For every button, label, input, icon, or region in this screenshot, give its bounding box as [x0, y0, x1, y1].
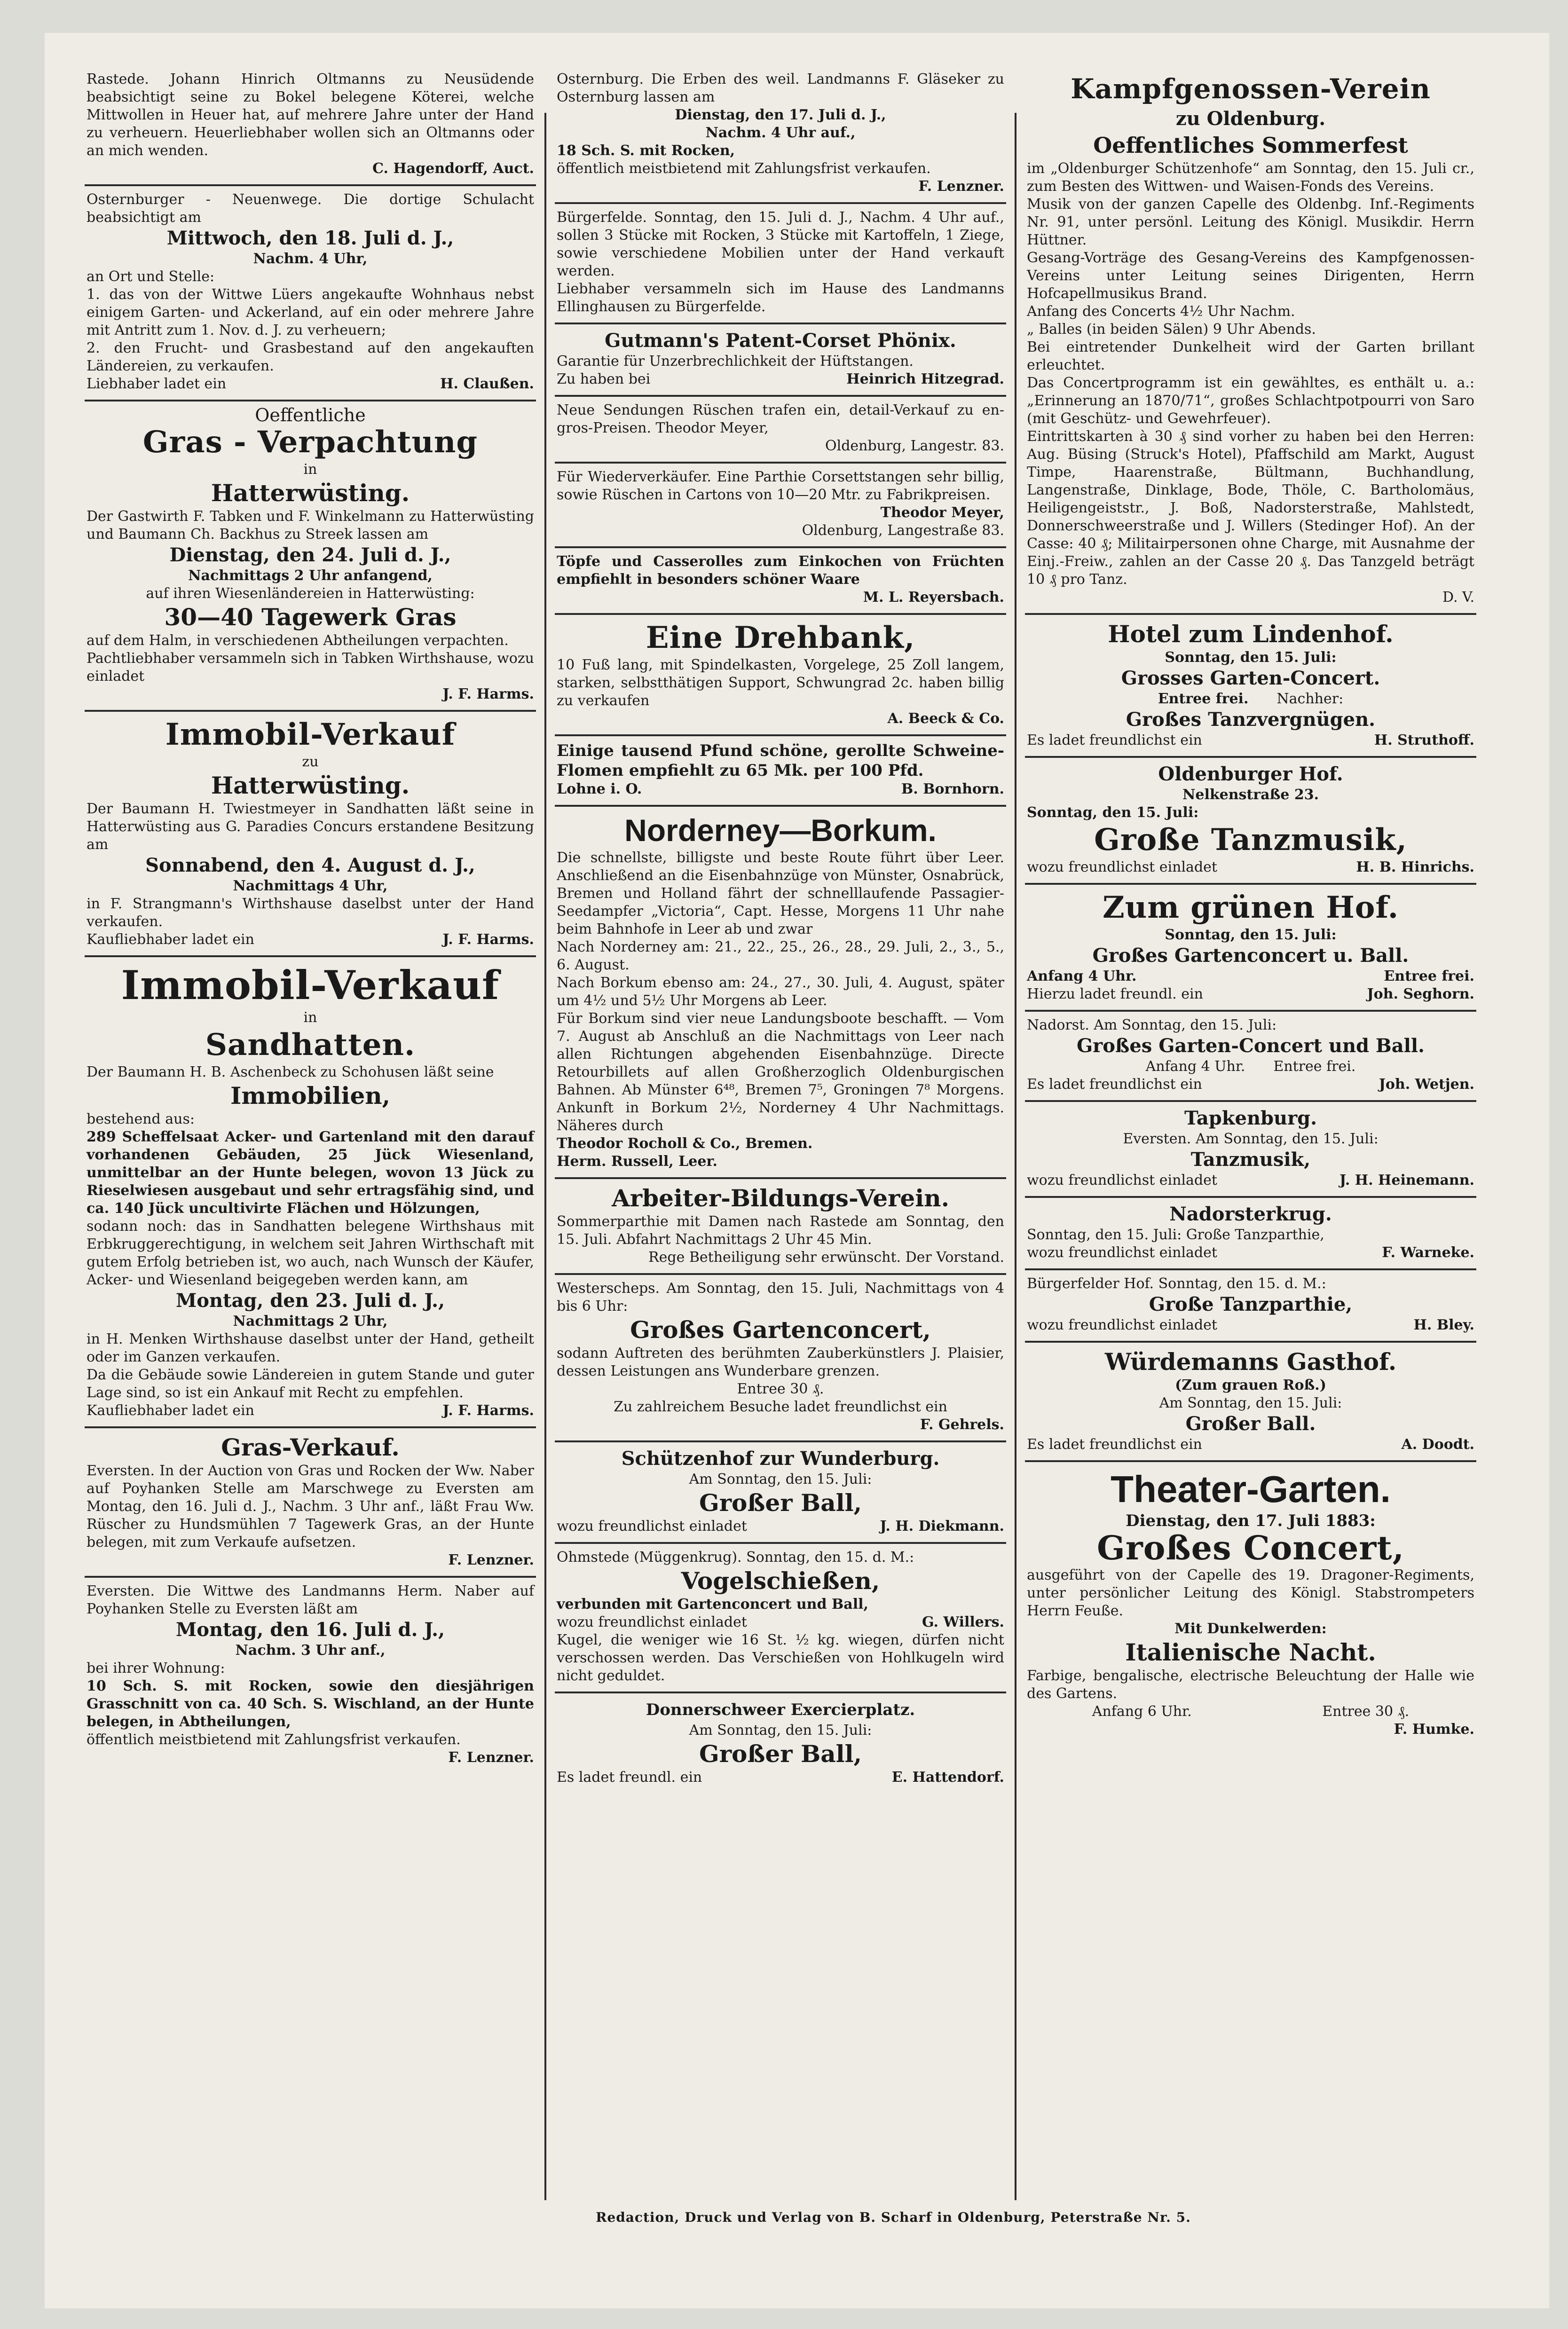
- ad-signature: Es ladet freundlichst ein Joh. Wetjen.: [1027, 1076, 1474, 1093]
- ad-time: Nachmittags 2 Uhr anfangend,: [188, 567, 433, 584]
- ad-headline: 30—40 Tagewerk Gras: [164, 603, 457, 631]
- ad-info-line: Anfang 4 Uhr. Entree frei.: [1027, 968, 1474, 984]
- ad-signature: wozu freundlichst einladet H. Bley.: [1027, 1317, 1474, 1333]
- ad-text: Nadorst. Am Sonntag, den 15. Juli:: [1027, 1017, 1277, 1033]
- ad-date: Dienstag, den 17. Juli d. J.,: [675, 107, 886, 123]
- ad-gruener-hof: [1025, 885, 1476, 1012]
- ad-signature: F. Lenzner.: [448, 1749, 534, 1766]
- ad-gras-verkauf: [85, 1428, 536, 1578]
- ad-text: Die schnellste, billigste und beste Route führt über Leer. Anschließend an die Eisenbahnzüge von Münster, Osnabrück, Bremen und Holland fährt der schnelllaufende Passagier-Seedampfer „Victoria“, Capt. Hesse, Morgens 11 Uhr nahe beim Bahnhofe in Leer ab und zwar: [557, 850, 1004, 937]
- ad-subtitle: Italienische Nacht.: [1125, 1638, 1376, 1666]
- ad-title: Norderney—Borkum.: [624, 813, 937, 848]
- ad-subtitle: zu Oldenburg.: [1175, 108, 1326, 130]
- ad-immobil-hatterwuesting: [85, 712, 536, 957]
- ad-text: Pachtliebhaber versammeln sich in Tabken Wirthshause, wozu einladet: [87, 650, 534, 685]
- ad-subtitle: Großer Ball.: [1185, 1413, 1316, 1435]
- ad-immobil-sandhatten: [85, 957, 536, 1428]
- ad-text: 289 Scheffelsaat Acker- und Gartenland mit den darauf vorhandenen Gebäuden, 25 Jück Wiesenland, unmittelbar an der Hunte belegen, wovon 13 Jück zu Rieselwiesen ausgebaut und sehr ertragsfähig sind, und ca. 140 Jück uncultivirte Flächen und Hölzungen,: [87, 1129, 534, 1217]
- ad-buergerfelder-hof: [1025, 1270, 1476, 1343]
- ad-title: Eine Drehbank,: [646, 620, 915, 655]
- ad-rueschen: [555, 397, 1006, 464]
- ad-signature: C. Hagendorff, Auct.: [372, 160, 534, 177]
- ad-theater-garten: [1025, 1462, 1476, 1745]
- ad-gras-verpachtung: [85, 401, 536, 712]
- ad-text: Anfang des Concerts 4½ Uhr Nachm.: [1027, 303, 1295, 320]
- ad-signature: M. L. Reyersbach.: [863, 589, 1004, 606]
- ad-text: Bürgerfelder Hof. Sonntag, den 15. d. M.:: [1027, 1275, 1326, 1292]
- ad-norderney-borkum: [555, 807, 1006, 1179]
- ad-signature: F. Gehrels.: [920, 1416, 1004, 1433]
- ad-signature: wozu freundlichst einladet G. Willers.: [557, 1614, 1004, 1630]
- ad-date: Am Sonntag, den 15. Juli:: [689, 1722, 872, 1739]
- ad-subtitle: Immobilien,: [230, 1082, 391, 1109]
- ad-text: Eintrittskarten à 30 ₰ sind vorher zu haben bei den Herren: Aug. Büsing (Struck's Hotel), Pfaffschild am Markt, August Timpe, Haarenstraße, Bültmann, Buchhandlung, Langenstraße, Dinklage, Bode, Thöle, C. Bartholomäus, Heiligengeiststr., J. Boß, Nadorsterstraße, Mahlstedt, Donnerschweerstraße und J. Willers (Stedinger Hof). An der Casse: 40 ₰; Militairpersonen ohne Charge, mit Ausnahme der Einj.-Freiw., zahlen an der Casse 20 ₰. Das Tanzgeld beträgt 10 ₰ pro Tanz.: [1027, 428, 1474, 588]
- ad-nadorsterkrug: [1025, 1198, 1476, 1270]
- ad-title: Nadorsterkrug.: [1169, 1203, 1332, 1225]
- ad-text: Für Borkum sind vier neue Landungsboote beschafft. — Vom 7. August ab Anschluß an die Nachmittags von Leer nach allen Richtungen abgehenden Eisenbahnzüge. Directe Retourbillets auf allen Großherzoglich Oldenburgischen Bahnen. Ab Münster 6⁴⁸, Bremen 7⁵, Groningen 7⁸ Morgens. Ankunft in Borkum 2½, Norderney 4 Uhr Nachmittags. Näheres durch: [557, 1010, 1004, 1134]
- ad-osternburger-neuenwege: [85, 186, 536, 401]
- ad-title: Zum grünen Hof.: [1103, 890, 1399, 925]
- ad-text: Für Wiederverkäufer. Eine Parthie Corsettstangen sehr billig, sowie Rüschen in Cartons von 10—20 Mtr. zu Fabrikpreisen.: [557, 469, 1004, 503]
- ad-signature: F. Humke.: [1394, 1721, 1474, 1738]
- ad-text: Sommerparthie mit Damen nach Rastede am Sonntag, den 15. Juli. Abfahrt Nachmittags 2 Uhr 45 Min.: [557, 1213, 1004, 1248]
- ad-wiederverkaeufer: [555, 464, 1006, 548]
- ad-title: Kampfgenossen-Verein: [1071, 73, 1431, 105]
- ad-text: sodann noch: das in Sandhatten belegene Wirthshaus mit Erbkruggerechtigung, in welchem seit Jahren Wirthschaft mit gutem Erfolg betrieben ist, wo auch, nach Wunsch der Käufer, Acker- und Wiesenland beigegeben werden kann, am: [87, 1218, 534, 1288]
- ad-subtitle: Großes Gartenconcert u. Ball.: [1092, 944, 1409, 967]
- ad-title: Großes Gartenconcert,: [630, 1316, 931, 1344]
- ad-signature: wozu freundlichst einladet H. B. Hinrichs.: [1027, 859, 1474, 875]
- ad-signature: Theodor Rocholl & Co., Bremen.: [557, 1135, 813, 1152]
- ad-subtitle: Oeffentliches Sommerfest: [1093, 133, 1408, 158]
- imprint-footer: Redaction, Druck und Verlag von B. Scharf in Oldenburg, Peterstraße Nr. 5.: [596, 2210, 1191, 2225]
- ad-title: Immobil-Verkauf: [121, 962, 500, 1008]
- ad-text: bei ihrer Wohnung:: [87, 1660, 225, 1676]
- ad-title: Würdemanns Gasthof.: [1104, 1348, 1397, 1376]
- column-3: [1025, 66, 1476, 2191]
- ad-subtitle: Großer Ball,: [699, 1489, 862, 1517]
- ad-osternburg: [555, 66, 1006, 204]
- ad-date: Sonntag, den 15. Juli:: [1165, 649, 1337, 666]
- ad-date: Sonntag, den 15. Juli:: [1165, 927, 1337, 943]
- ad-text: an Ort und Stelle:: [87, 268, 215, 285]
- ad-signature: F. Lenzner.: [448, 1552, 534, 1568]
- ad-text: Neue Sendungen Rüschen trafen ein, detail-Verkauf zu en-gros-Preisen. Theodor Meyer,: [557, 402, 1004, 436]
- column-rule: [1015, 113, 1016, 2200]
- ad-donnerschweer: [555, 1693, 1006, 1793]
- ad-item: 2. den Frucht- und Grasbestand auf den angekauften Ländereien, zu verkaufen.: [87, 340, 534, 374]
- ad-signature: Kaufliebhaber ladet ein J. F. Harms.: [87, 931, 534, 948]
- ad-signature: J. F. Harms.: [442, 686, 534, 702]
- ad-westerscheps: [555, 1275, 1006, 1442]
- ad-signature: Es ladet freundlichst ein H. Struthoff.: [1027, 732, 1474, 748]
- ad-entree-line: Entree frei. Nachher:: [1158, 691, 1344, 707]
- ad-text: Nach Norderney am: 21., 22., 25., 26., 28., 29. Juli, 2., 3., 5., 6. August.: [557, 939, 1004, 973]
- ad-in: in: [303, 461, 317, 478]
- ad-gutmann-corset: [555, 324, 1006, 397]
- ad-title: Immobil-Verkauf: [165, 717, 456, 752]
- ad-arbeiter-bildungs-verein: [555, 1179, 1006, 1275]
- ad-zu: zu: [302, 754, 319, 770]
- ad-signature: Herm. Russell, Leer.: [557, 1153, 717, 1170]
- ad-nadorst: [1025, 1012, 1476, 1102]
- ad-signature: Lohne i. O. B. Bornhorn.: [557, 781, 1004, 797]
- ad-date: Sonnabend, den 4. August d. J.,: [145, 854, 475, 876]
- ad-text: öffentlich meistbietend mit Zahlungsfrist verkaufen.: [87, 1731, 461, 1748]
- ad-text: Bürgerfelde. Sonntag, den 15. Juli d. J., Nachm. 4 Uhr auf., sollen 3 Stücke mit Rocken, 3 Stücke mit Kartoffeln, 1 Ziege, sowie verschiedene Mobilien unter der Hand verkauft werden.: [557, 209, 1004, 279]
- ad-text: Eversten. Am Sonntag, den 15. Juli:: [1123, 1131, 1379, 1147]
- ad-place: Hatterwüsting.: [211, 479, 410, 507]
- ad-text: Rege Betheiligung sehr erwünscht. Der Vorstand.: [648, 1249, 1004, 1266]
- ad-date: Am Sonntag, den 15. Juli:: [1159, 1395, 1342, 1411]
- ad-date: Am Sonntag, den 15. Juli:: [689, 1471, 872, 1487]
- ad-text: Töpfe und Casserolles zum Einkochen von Früchten empfiehlt in besonders schöner Waare: [557, 553, 1004, 588]
- ad-title: Oldenburger Hof.: [1158, 763, 1343, 785]
- ad-time: Nachm. 4 Uhr,: [253, 251, 368, 267]
- ad-toepfe: [555, 548, 1006, 615]
- ad-text: Rastede. Johann Hinrich Oltmanns zu Neusüdende beabsichtigt seine zu Bokel belegene Köterei, welche Mittwollen in Heuer hat, auf mehrere Jahre unter der Hand zu verheuern. Heuerliebhaber wollen sich an Oltmanns oder an mich wenden.: [87, 71, 534, 159]
- column-2: [555, 66, 1006, 2191]
- ad-subtitle: Großer Ball,: [699, 1740, 862, 1768]
- ad-text: Eversten. Die Wittwe des Landmanns Herm. Naber auf Poyhanken Stelle zu Eversten läßt am: [87, 1583, 534, 1617]
- ad-buergerfelde: [555, 204, 1006, 324]
- ad-text: öffentlich meistbietend mit Zahlungsfrist verkaufen.: [557, 160, 931, 177]
- ad-text: Garantie für Unzerbrechlichkeit der Hüftstangen.: [557, 353, 914, 370]
- ad-title: Schützenhof zur Wunderburg.: [621, 1448, 940, 1470]
- ad-text: Westerscheps. Am Sonntag, den 15. Juli, Nachmittags von 4 bis 6 Uhr:: [557, 1280, 1004, 1314]
- ad-time: Nachm. 4 Uhr auf.,: [705, 125, 856, 141]
- ad-text: Eversten. In der Auction von Gras und Rocken der Ww. Naber auf Poyhanken Stelle am Marschwege zu Eversten am Montag, den 16. Juli d. J., Nachm. 3 Uhr anf., läßt Frau Ww. Rüscher zu Hundsmühlen 7 Tagewerk Gras, an der Hunte belegen, mit zum Verkaufe aufsetzen.: [87, 1463, 534, 1550]
- ad-address: Oldenburg, Langestraße 83.: [802, 522, 1004, 539]
- ad-text: Osternburg. Die Erben des weil. Landmanns F. Gläseker zu Osternburg lassen am: [557, 71, 1004, 105]
- ad-subtitle: Grosses Garten-Concert.: [1121, 667, 1380, 689]
- ad-text: Der Gastwirth F. Tabken und F. Winkelmann zu Hatterwüsting und Baumann Ch. Backhus zu Streek lassen am: [87, 508, 534, 543]
- ad-address: Nelkenstraße 23.: [1182, 787, 1319, 803]
- ad-tapkenburg: [1025, 1102, 1476, 1198]
- ad-signature: A. Beeck & Co.: [887, 710, 1004, 727]
- ad-drehbank: [555, 615, 1006, 736]
- ad-text: 10 Sch. S. mit Rocken, sowie den diesjährigen Grasschnitt von ca. 40 Sch. S. Wischland, an der Hunte belegen, in Abtheilungen,: [87, 1678, 534, 1730]
- ad-text: sodann Auftreten des berühmten Zauberkünstlers J. Plaisier, dessen Leistungen ans Wunderbare grenzen.: [557, 1345, 1004, 1379]
- ad-title: Großes Garten-Concert und Ball.: [1077, 1035, 1425, 1057]
- ad-subtitle: Große Tanzmusik,: [1094, 822, 1407, 858]
- ad-item: 1. das von der Wittwe Lüers angekaufte Wohnhaus nebst einigem Garten- und Ackerland, auf ein oder mehrere Jahre mit Antritt zum 1. Nov. d. J. zu verheuern;: [87, 286, 534, 338]
- ad-signature: D. V.: [1442, 589, 1474, 606]
- ad-place: Sandhatten.: [205, 1027, 416, 1062]
- ad-signature: Zu haben bei Heinrich Hitzegrad.: [557, 371, 1004, 387]
- ad-text: Einige tausend Pfund schöne, gerollte Schweine-Flomen empfiehlt zu 65 Mk. per 100 Pfd.: [557, 741, 1004, 780]
- ad-text: Bei eintretender Dunkelheit wird der Garten brillant erleuchtet.: [1027, 339, 1474, 373]
- ad-title: Gras-Verkauf.: [221, 1433, 400, 1461]
- ad-title: Donnerschweer Exercierplatz.: [646, 1700, 915, 1719]
- ad-text: Zu zahlreichem Besuche ladet freundlichst ein: [614, 1399, 947, 1415]
- ad-text: Nach Borkum ebenso am: 24., 27., 30. Juli, 4. August, später um 4½ und 5½ Uhr Morgens ab Leer.: [557, 975, 1004, 1009]
- ad-text: Ohmstede (Müggenkrug). Sonntag, den 15. d. M.:: [557, 1549, 914, 1566]
- ad-title: Theater-Garten.: [1111, 1468, 1391, 1510]
- ad-text: 10 Fuß lang, mit Spindelkasten, Vorgelege, 25 Zoll langem, starken, selbstthätigen Support, Schwungrad 2c. haben billig zu verkaufen: [557, 657, 1004, 709]
- ad-text: Der Baumann H. Twiestmeyer in Sandhatten läßt seine in Hatterwüsting aus G. Paradies Concurs erstandene Besitzung am: [87, 801, 534, 853]
- ad-title: Gras - Verpachtung: [142, 425, 478, 460]
- ad-date: Sonntag, den 15. Juli:: [1027, 804, 1199, 821]
- ad-title: Arbeiter-Bildungs-Verein.: [612, 1184, 949, 1212]
- ad-text: Musik von der ganzen Capelle des Oldenbg. Inf.-Regiments Nr. 91, unter persönl. Leitung des Königl. Musikdir. Herrn Hüttner.: [1027, 196, 1474, 248]
- ad-text: auf ihren Wiesenländereien in Hatterwüsting:: [146, 585, 475, 602]
- ad-date: Mittwoch, den 18. Juli d. J.,: [166, 227, 454, 249]
- ad-date: Montag, den 23. Juli d. J.,: [175, 1290, 445, 1312]
- ad-text: Sonntag, den 15. Juli: Große Tanzparthie,: [1027, 1227, 1324, 1243]
- ad-time: Nachmittags 4 Uhr,: [233, 878, 388, 894]
- ad-text: ausgeführt von der Capelle des 19. Dragoner-Regiments, unter persönlicher Leitung des Königl. Stabstrompeters Herrn Feuße.: [1027, 1567, 1474, 1619]
- ad-subtitle: Großes Concert,: [1097, 1528, 1404, 1567]
- ad-signature: wozu freundlichst einladet J. H. Diekmann.: [557, 1518, 1004, 1534]
- ad-name: Theodor Meyer,: [880, 504, 1004, 521]
- ad-signature: wozu freundlichst einladet J. H. Heinemann.: [1027, 1172, 1474, 1188]
- ad-text: in F. Strangmann's Wirthshause daselbst unter der Hand verkaufen.: [87, 896, 534, 930]
- ad-pre-title: Oeffentliche: [255, 405, 366, 425]
- ad-place: Hatterwüsting.: [211, 771, 410, 799]
- ad-text: verbunden mit Gartenconcert und Ball,: [557, 1596, 868, 1613]
- ad-lot: 18 Sch. S. mit Rocken,: [557, 142, 735, 159]
- ad-title: Große Tanzparthie,: [1149, 1293, 1353, 1315]
- ad-date: Montag, den 16. Juli d. J.,: [175, 1619, 445, 1641]
- ad-title: Tapkenburg.: [1184, 1107, 1317, 1129]
- ad-ohmstede: [555, 1544, 1006, 1693]
- ad-lindenhof: [1025, 615, 1476, 758]
- ad-text: auf dem Halm, in verschiedenen Abtheilungen verpachten.: [87, 632, 509, 649]
- ad-eversten: [85, 1578, 536, 1773]
- ad-text: in H. Menken Wirthshause daselbst unter der Hand, getheilt oder im Ganzen verkaufen.: [87, 1331, 534, 1365]
- ad-oldenburger-hof: [1025, 758, 1476, 885]
- ad-subtitle: (Zum grauen Roß.): [1175, 1377, 1326, 1393]
- ad-entree: Entree 30 ₰.: [737, 1381, 824, 1397]
- ad-signature: Es ladet freundlichst ein A. Doodt.: [1027, 1436, 1474, 1453]
- ad-date: Dienstag, den 24. Juli d. J.,: [169, 544, 451, 566]
- ad-schuetzenhof: [555, 1442, 1006, 1544]
- ad-text: Der Baumann H. B. Aschenbeck zu Schohusen läßt seine: [87, 1064, 494, 1080]
- ad-subtitle: Tanzmusik,: [1190, 1149, 1311, 1171]
- ad-wuerdemanns-gasthof: [1025, 1343, 1476, 1462]
- ad-in: in: [303, 1009, 317, 1026]
- ad-text: Liebhaber versammeln sich im Hause des Landmanns Ellinghausen zu Bürgerfelde.: [557, 281, 1004, 315]
- ad-kampfgenossen-verein: [1025, 66, 1476, 615]
- ad-signature: Kaufliebhaber ladet ein J. F. Harms.: [87, 1402, 534, 1419]
- ad-signature: Liebhaber ladet ein H. Claußen.: [87, 376, 534, 392]
- ad-text: Mit Dunkelwerden:: [1174, 1621, 1327, 1637]
- ad-rastede: [85, 66, 536, 186]
- ad-subtitle: Großes Tanzvergnügen.: [1126, 708, 1376, 731]
- ad-info-line: Anfang 6 Uhr. Entree 30 ₰.: [1092, 1703, 1410, 1720]
- column-rule: [544, 113, 546, 2200]
- ad-text: im „Oldenburger Schützenhofe“ am Sonntag, den 15. Juli cr., zum Besten des Wittwen- und Waisen-Fonds des Vereins.: [1027, 160, 1474, 195]
- ad-signature: Es ladet freundl. ein E. Hattendorf.: [557, 1769, 1004, 1786]
- ad-text: Farbige, bengalische, electrische Beleuchtung der Halle wie des Gartens.: [1027, 1668, 1474, 1702]
- ad-time: Nachmittags 2 Uhr,: [233, 1313, 388, 1330]
- column-1: [85, 66, 536, 2191]
- ad-time: Nachm. 3 Uhr anf.,: [235, 1642, 386, 1659]
- ad-title: Hotel zum Lindenhof.: [1108, 620, 1394, 648]
- ad-text: bestehend aus:: [87, 1111, 195, 1127]
- ad-title: Vogelschießen,: [681, 1567, 880, 1595]
- ad-text: Gesang-Vorträge des Gesang-Vereins des Kampfgenossen-Vereins unter Leitung seines Dirigenten, Herrn Hofcapellmusikus Brand.: [1027, 250, 1474, 302]
- ad-text: Das Concertprogramm ist ein gewähltes, es enthält u. a.: „Erinnerung an 1870/71“, großes Schlachtpotpourri von Saro (mit Geschütz- und Gewehrfeuer).: [1027, 375, 1474, 427]
- ad-text: „ Balles (in beiden Sälen) 9 Uhr Abends.: [1027, 321, 1316, 338]
- ad-signature: Hierzu ladet freundl. ein Joh. Seghorn.: [1027, 986, 1474, 1002]
- ad-info-line: Anfang 4 Uhr. Entree frei.: [1145, 1058, 1356, 1075]
- ad-text: Osternburger - Neuenwege. Die dortige Schulacht beabsichtigt am: [87, 191, 534, 226]
- ad-text: Da die Gebäude sowie Ländereien in gutem Stande und guter Lage sind, so ist ein Ankauf mit Recht zu empfehlen.: [87, 1367, 534, 1401]
- ad-date: Dienstag, den 17. Juli 1883:: [1126, 1511, 1376, 1530]
- ad-signature: F. Lenzner.: [918, 178, 1004, 195]
- ad-text: Kugel, die weniger wie 16 St. ½ kg. wiegen, dürfen nicht verschossen werden. Das Verschießen von Hohlkugeln wird nicht geduldet.: [557, 1632, 1004, 1684]
- ad-title: Gutmann's Patent-Corset Phönix.: [605, 330, 956, 352]
- ad-schweine-flomen: [555, 736, 1006, 807]
- ad-address: Oldenburg, Langestr. 83.: [825, 438, 1004, 454]
- ad-signature: wozu freundlichst einladet F. Warneke.: [1027, 1244, 1474, 1261]
